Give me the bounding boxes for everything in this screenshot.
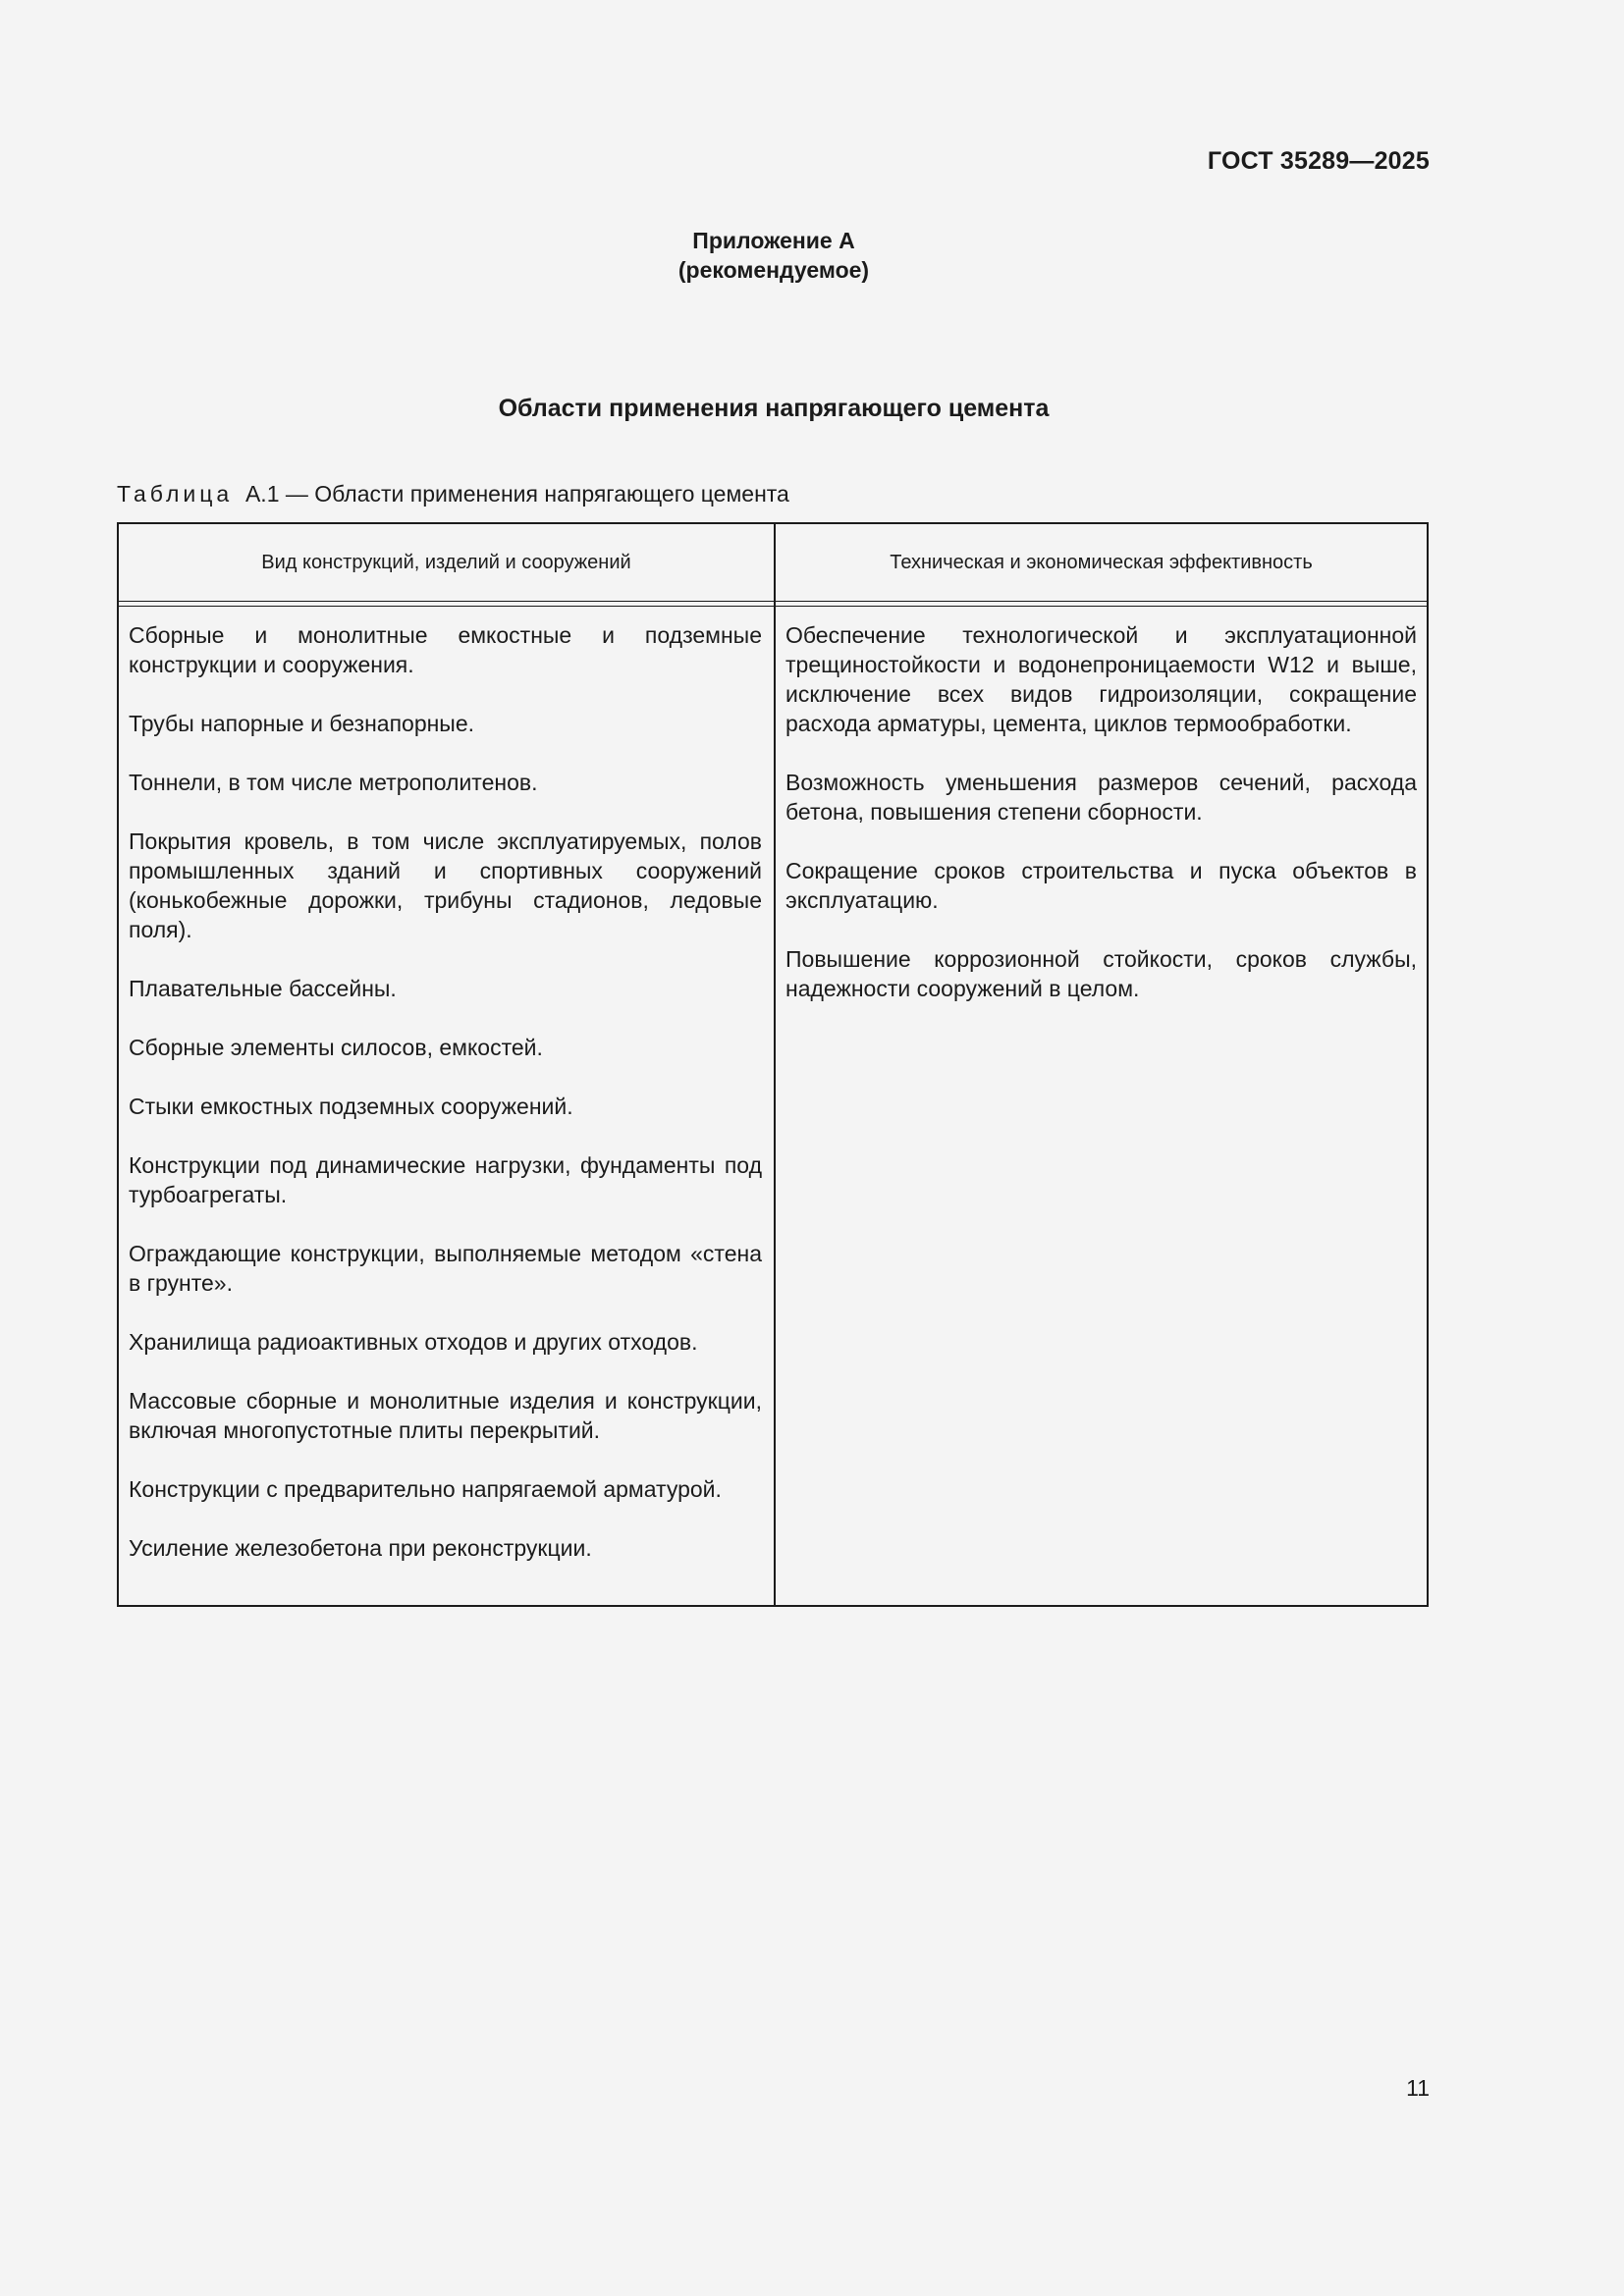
construction-type-item: Тоннели, в том числе метрополитенов. [129,770,538,795]
table-caption-label: Таблица [117,481,234,507]
table-caption-text: А.1 — Области применения напрягающего цемента [244,481,789,507]
column-divider [774,524,776,1605]
construction-type-item: Покрытия кровель, в том числе эксплуатируемых, полов промышленных зданий и спортивных сооружений (конькобежные дорожки, трибуны стадионов, ледовые поля). [129,828,762,942]
appendix-title: Приложение А [692,228,855,253]
construction-type-item: Хранилища радиоактивных отходов и других отходов. [129,1329,698,1355]
table-caption [117,481,789,507]
appendix-heading [0,226,1547,285]
efficiency-item: Возможность уменьшения размеров сечений, расхода бетона, повышения степени сборности. [785,770,1417,825]
efficiency-item: Сокращение сроков строительства и пуска объектов в эксплуатацию. [785,858,1417,913]
construction-types-column [129,620,762,1592]
efficiency-item: Повышение коррозионной стойкости, сроков службы, надежности сооружений в целом. [785,946,1417,1001]
construction-type-item: Стыки емкостных подземных сооружений. [129,1094,573,1119]
construction-type-item: Трубы напорные и безнапорные. [129,711,475,736]
construction-type-item: Плавательные бассейны. [129,976,397,1001]
header-efficiency: Техническая и экономическая эффективность [890,551,1313,573]
construction-type-item: Сборные элементы силосов, емкостей. [129,1035,543,1060]
construction-type-item: Массовые сборные и монолитные изделия и конструкции, включая многопустотные плиты перекрытий. [129,1388,762,1443]
document-code: ГОСТ 35289—2025 [1207,147,1430,175]
header-construction-type: Вид конструкций, изделий и сооружений [261,551,631,573]
efficiency-column [785,620,1417,1033]
efficiency-item: Обеспечение технологической и эксплуатационной трещиностойкости и водонепроницаемости W12 и выше, исключение всех видов гидроизоляции, сокращение расхода арматуры, цемента, циклов термообработки. [785,622,1417,736]
page-number: 11 [1406,2075,1430,2101]
applications-table [117,522,1429,1607]
construction-type-item: Ограждающие конструкции, выполняемые методом «стена в грунте». [129,1241,762,1296]
appendix-subtitle: (рекомендуемое) [677,257,870,283]
section-title: Области применения напрягающего цемента [498,395,1050,422]
construction-type-item: Сборные и монолитные емкостные и подземные конструкции и сооружения. [129,622,762,677]
construction-type-item: Конструкции под динамические нагрузки, фундаменты под турбоагрегаты. [129,1152,762,1207]
construction-type-item: Конструкции с предварительно напрягаемой арматурой. [129,1476,722,1502]
construction-type-item: Усиление железобетона при реконструкции. [129,1535,592,1561]
